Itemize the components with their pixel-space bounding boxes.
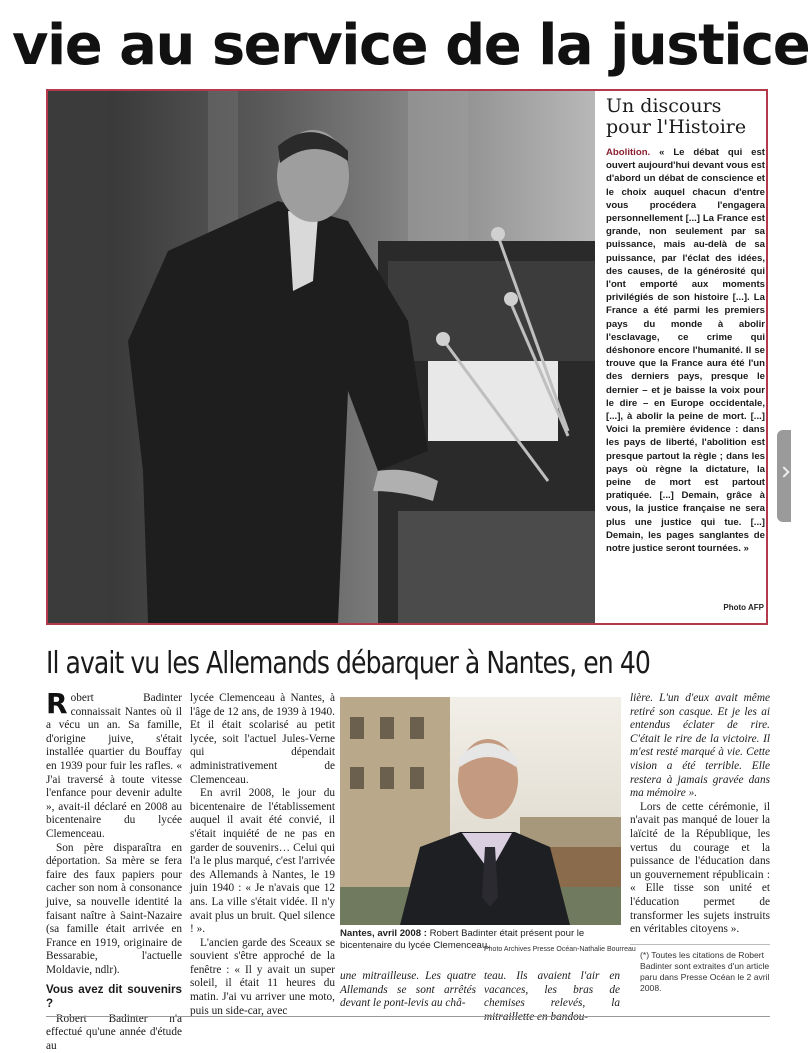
paragraph: Robert Badinter n'a effectué qu'une année d'étude au [46,1012,182,1052]
sidebar-body: « Le débat qui est ouvert aujourd'hui devant vous est d'abord un débat de conscience et le choix auquel chacun d'entre vous procédera l'engagera personnellement [...] La France est grande, non seulement par sa puissance, mais au-delà de sa puissance, par l'éclat des idées, des causes, de la générosité qui l'ont emporté aux moments privilégiés de son histoire [...]. La France a été parmi les premiers pays du monde à abolir l'esclavage, ce crime qui déshonore encore l'humanité. Il se trouve que la France aura été l'un des derniers pays, presque le dernier – et je baisse la voix pour le dire – en Europe occidentale, [...], à abolir la peine de mort. [...] Voici la première évidence : dans les pays de liberté, l'abolition est presque partout la règle ; dans les pays où règne la dictature, la peine de mort est partout pratiquée. [...] Demain, grâce à vous, la justice française ne sera plus une justice qui tue. [...] Demain, les pages sanglantes de notre justice seront tournées. » [606,147,766,555]
paragraph: Lors de cette cérémonie, il n'avait pas manqué de louer la laïcité de la République, les vertus du courage et la puissance de l'éducation dans un gouvernement républicain : « Elle tisse son unité et l'éducation permet de transformer les sujets instruits en véritables citoyens ». [630,800,770,936]
badinter-2008-photo [340,697,621,925]
sidebar-quote [599,96,765,622]
article-column-5 [630,692,770,940]
drop-cap: R [46,687,68,720]
sidebar-text [599,146,765,555]
sidebar-title: Un discours pour l'Histoire [606,95,747,138]
paragraph: teau. Ils avaient l'air en vacances, les bras de chemises relevés, la mitraillette en bandou- [484,970,620,1023]
paragraph: lycée Clemenceau à Nantes, à l'âge de 12 ans, de 1939 à 1940. Et il était scolarisé au petit lycée, soit l'actuel Jules-Verne qui dépendait administrativement de Clemenceau. [190,692,335,786]
paragraph: L'ancien garde des Sceaux se souvient s'être approché de la fenêtre : « Il y avait un super soleil, il était 11 heures du matin. J'ai vu arriver une moto, puis un side-car, avec [190,936,335,1017]
caption-lead: Nantes, avril 2008 : [340,928,427,939]
photo-credit: Photo AFP [723,603,764,612]
article-column-2 [190,692,335,1017]
photo-credit-2: Photo Archives Presse Océan-Nathalie Bourreau [484,946,636,953]
paragraph-text: obert Badinter connaissait Nantes où il a vécu un an. Sa famille, d'origine juive, s'était installée quartier du Bouffay en 1939 pour fuir les rafles. « J'ai traversé à toute vitesse l'enfance pour devenir adulte », avait-il déclaré en 2008 au bicentenaire du lycée Clemenceau. [46,692,182,840]
section-heading: Vous avez dit souvenirs ? [46,983,182,1011]
caption-text: Robert Badinter était présent pour le bicentenaire du lycée Clemenceau. [340,928,585,951]
speech-photo [48,91,595,623]
footnote: (*) Toutes les citations de Robert Badinter sont extraites d'un article paru dans Presse Océan le 2 avril 2008. [640,950,770,993]
paragraph [46,687,182,842]
bottom-rule [46,1016,770,1017]
footnote-divider [630,944,770,945]
paragraph: Son père disparaîtra en déportation. Sa mère se fera faire des faux papiers pour cacher son nom à consonance juive, sa nouvelle identité la faisant naître à Saint-Nazaire (sa famille était arrivée en France en 1919, originaire de Bessarabie, l'actuelle Moldavie, ndlr). [46,841,182,976]
page-next-tab[interactable] [777,430,791,522]
subheadline: Il avait vu les Allemands débarquer à Nantes, en 40 [46,646,650,681]
paragraph: lière. L'un d'eux avait même retiré son casque. Et je les ai entendus éclater de rire. C'était le rire de la victoire. Il m'est resté marqué à vie. Cette vision a été terrible. Elle restera à jamais gravée dans ma mémoire ». [630,692,770,800]
paragraph: En avril 2008, le jour du bicentenaire de l'établissement auquel il avait été convié, il s'était inquiété de ne pas en garder de souvenirs… Celui qui l'a le plus marqué, c'est l'arrivée des Allemands à Nantes, le 19 juin 1940 : « Je n'avais que 12 ans. La ville s'était vidée. Il n'y avait plus un bruit. Quel silence ! ». [190,787,335,936]
headline: vie au service de la justice [12,13,809,78]
article-column-4 [484,970,620,1023]
sidebar-lead: Abolition. [606,147,651,158]
paragraph: une mitrailleuse. Les quatre Allemands se sont arrêtés devant le pont-levis au châ- [340,970,476,1010]
chevron-right-icon [778,466,789,477]
article-column-1 [46,687,182,1052]
article-column-3 [340,970,476,1015]
